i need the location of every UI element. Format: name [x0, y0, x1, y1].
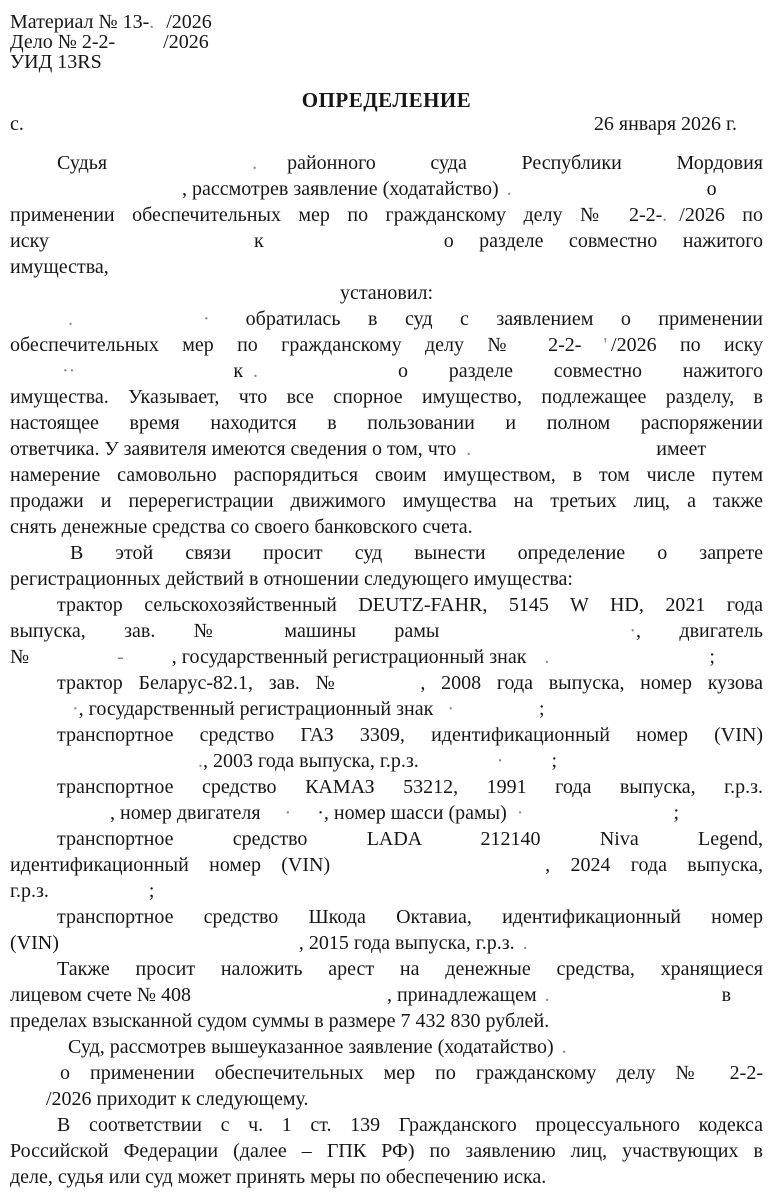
text-run: о разделе совместно нажитого: [443, 230, 763, 252]
redaction-gap: [471, 453, 656, 455]
body-line-26: [10, 800, 763, 826]
body-line-8: [10, 332, 763, 358]
text-run: деле, судья или суд может принять меры по обеспечению иска.: [10, 1166, 547, 1188]
body-line-33: [10, 982, 763, 1008]
body-line-32: [10, 956, 763, 982]
scan-artifact: .: [253, 360, 259, 382]
text-run: ;: [709, 646, 715, 668]
text-run: Также просит наложить арест на денежные средства, хранящиеся: [57, 958, 763, 980]
place-label: с.: [10, 113, 24, 135]
body-line-9: [10, 358, 763, 384]
redaction-gap: [258, 375, 398, 377]
text-run: установил:: [339, 282, 434, 304]
redaction-gap: [10, 921, 57, 923]
redaction-gap: [124, 661, 172, 663]
body-line-34: [10, 1008, 763, 1034]
text-run: (VIN): [10, 932, 59, 954]
body-line-17: [10, 566, 763, 592]
text-run: , 2008 года выпуска, номер кузова: [420, 672, 763, 694]
text-run: Материал № 13-: [10, 11, 150, 33]
redaction-gap: [507, 817, 517, 819]
body-line-10: [10, 384, 763, 410]
case-header-line-1: [10, 12, 763, 32]
redaction-gap: [515, 947, 523, 949]
redaction-gap: [10, 1051, 68, 1053]
body-line-12: [10, 436, 763, 462]
body-line-29: [10, 878, 763, 904]
redaction-gap: [10, 765, 198, 767]
redaction-gap: [419, 765, 497, 767]
redaction-gap: [10, 817, 110, 819]
text-run: /2026: [163, 31, 209, 53]
text-run: районного суда Республики Мордовия: [287, 152, 763, 174]
text-run: /2026: [166, 11, 212, 33]
scan-artifact: .: [252, 152, 258, 174]
body-line-22: [10, 696, 763, 722]
body-line-30: [10, 904, 763, 930]
body-line-7: [10, 306, 763, 332]
redaction-gap: [499, 193, 507, 195]
body-line-40: [10, 1164, 763, 1190]
text-run: Судья: [57, 152, 108, 174]
body-line-21: [10, 670, 763, 696]
text-run: выпуска, зав. № машины рамы: [10, 620, 440, 642]
body-line-23: [10, 722, 763, 748]
text-run: о: [706, 178, 717, 200]
redaction-gap: [10, 713, 72, 715]
redaction-gap: [291, 817, 317, 819]
text-run: ответчика. У заявителя имеются сведения о том, что: [10, 438, 457, 460]
text-run: лицевом счете № 408: [10, 984, 191, 1006]
redaction-gap: [537, 999, 545, 1001]
text-run: обратилась в суд с заявлением о применении: [245, 308, 763, 330]
text-run: снять денежные средства со своего банковского счета.: [10, 516, 473, 538]
redaction-gap: [454, 713, 539, 715]
redaction-gap: [10, 791, 57, 793]
body-line-2: [10, 176, 763, 202]
redaction-gap: [10, 323, 68, 325]
redaction-gap: [10, 843, 57, 845]
text-run: В этой связи просит суд вынести определение о запрете: [70, 542, 763, 564]
scan-artifact: ': [603, 334, 608, 356]
case-header-line-3: [10, 52, 763, 72]
body-line-31: [10, 930, 763, 956]
date-label: 26 января 2026 г.: [593, 113, 737, 135]
redaction-gap: [526, 661, 544, 663]
date-row: [0, 112, 773, 136]
text-run: ·, номер шасси (рамы): [317, 802, 507, 824]
text-run: ;: [539, 698, 545, 720]
text-run: ;: [673, 802, 679, 824]
redaction-gap: [210, 323, 246, 325]
redaction-gap: [115, 46, 163, 48]
body-line-1: [10, 150, 763, 176]
scan-artifact: .: [506, 178, 512, 200]
text-run: к: [254, 230, 264, 252]
scan-artifact: ·: [203, 308, 210, 330]
body-line-28: [10, 852, 763, 878]
body-line-19: [10, 618, 763, 644]
text-run: намерение самовольно распорядиться своим имуществом, в том числе путем: [10, 464, 763, 486]
text-run: , номер двигателя: [110, 802, 261, 824]
redaction-gap: [29, 661, 117, 663]
body-line-20: [10, 644, 763, 670]
text-run: , 2015 года выпуска, г.р.з.: [298, 932, 515, 954]
case-header-line-2: [10, 32, 763, 52]
redaction-gap: [330, 869, 545, 871]
redaction-gap: [554, 1051, 562, 1053]
text-run: о разделе совместно нажитого: [398, 360, 763, 382]
redaction-gap: [345, 687, 420, 689]
body-line-36: [10, 1060, 763, 1086]
redaction-gap: [191, 999, 387, 1001]
text-run: , принадлежащем: [386, 984, 537, 1006]
body-line-14: [10, 488, 763, 514]
scan-artifact: .: [198, 750, 203, 772]
text-run: , государственный регистрационный знак: [78, 698, 434, 720]
scan-artifact: ··: [62, 360, 76, 382]
redaction-gap: [10, 167, 57, 169]
body-line-6: [10, 280, 763, 306]
text-run: /2026 по иску: [611, 334, 763, 356]
scan-artifact: ·: [496, 750, 504, 772]
redaction-gap: [512, 193, 707, 195]
body-line-24: [10, 748, 763, 774]
text-run: ;: [551, 750, 558, 772]
body-line-11: [10, 410, 763, 436]
scan-artifact: .: [662, 204, 668, 226]
redaction-gap: [107, 167, 252, 169]
body-line-39: [10, 1138, 763, 1164]
scan-artifact: ·: [72, 698, 79, 720]
text-run: к: [233, 360, 244, 382]
redaction-gap: [456, 453, 466, 455]
text-run: регистрационных действий в отношении следующего имущества:: [10, 568, 573, 590]
redaction-gap: [261, 817, 285, 819]
redaction-gap: [10, 687, 57, 689]
redaction-gap: [10, 193, 182, 195]
text-run: УИД 13RS: [10, 51, 102, 73]
scan-artifact: .: [544, 646, 550, 668]
body-line-3: [10, 202, 763, 228]
text-run: трактор сельскохозяйственный DEUTZ-FAHR, 5145 W HD, 2021 года: [57, 594, 763, 616]
text-run: Суд, рассмотрев вышеуказанное заявление (ходатайство): [68, 1036, 554, 1058]
redaction-gap: [10, 1129, 57, 1131]
body-line-25: [10, 774, 763, 800]
body-line-16: [10, 540, 763, 566]
scan-artifact: .: [544, 984, 550, 1006]
scan-artifact: .: [149, 11, 155, 33]
text-run: обеспечительных мер по гражданскому делу № 2-2-: [10, 334, 582, 356]
redaction-gap: [667, 219, 679, 221]
redaction-gap: [10, 739, 57, 741]
text-run: , 2003 года выпуска, г.р.з.: [203, 750, 419, 772]
redaction-gap: [439, 635, 629, 637]
case-header: [0, 0, 773, 72]
text-run: Дело № 2-2-: [10, 31, 116, 53]
text-run: , двигатель: [636, 620, 763, 642]
text-run: трактор Беларус-82.1, зав. №: [57, 672, 346, 694]
text-run: , государственный регистрационный знак: [171, 646, 527, 668]
body-line-4: [10, 228, 763, 254]
text-run: продажи и перерегистрации движимого имущества на третьих лиц, а также: [10, 490, 763, 512]
text-run: имущества,: [10, 256, 109, 278]
text-run: , 2024 года выпуска,: [545, 854, 763, 876]
text-run: В соответствии с ч. 1 ст. 139 Гражданского процессуального кодекса: [57, 1114, 763, 1136]
redaction-gap: [154, 26, 166, 28]
redaction-gap: [550, 999, 722, 1001]
text-run: /2026 по: [679, 204, 763, 226]
text-run: иску: [10, 230, 50, 252]
redaction-gap: [75, 375, 233, 377]
scan-artifact: ·: [629, 620, 637, 642]
text-run: Российской Федерации (далее – ГПК РФ) по заявлению лиц, участвующих в: [10, 1140, 763, 1162]
body-line-27: [10, 826, 763, 852]
text-run: имеет: [656, 438, 707, 460]
scan-artifact: ·: [447, 698, 454, 720]
document-title: ОПРЕДЕЛЕНИЕ: [301, 88, 472, 112]
text-run: транспортное средство ГАЗ 3309, идентификационный номер (VIN): [57, 724, 763, 746]
text-run: №: [10, 646, 30, 668]
redaction-gap: [243, 375, 253, 377]
scan-artifact: ·: [516, 802, 524, 824]
body-line-13: [10, 462, 763, 488]
body-line-18: [10, 592, 763, 618]
scan-artifact: .: [561, 1036, 567, 1058]
redaction-gap: [49, 895, 149, 897]
redaction-gap: [10, 1077, 60, 1079]
redaction-gap: [59, 947, 299, 949]
redaction-gap: [10, 973, 57, 975]
scan-artifact: .: [68, 308, 73, 330]
scan-artifact: .: [522, 932, 528, 954]
text-run: транспортное средство КАМАЗ 53212, 1991 года выпуска, г.р.з.: [57, 776, 763, 798]
redaction-gap: [433, 713, 447, 715]
body-line-37: [10, 1086, 763, 1112]
text-run: /2026 приходит к следующему.: [46, 1088, 309, 1110]
body-line-5: [10, 254, 763, 280]
text-run: настоящее время находится в пользовании и полном распоряжении: [10, 412, 763, 434]
redaction-gap: [264, 245, 444, 247]
redaction-gap: [49, 245, 254, 247]
redaction-gap: [523, 817, 673, 819]
body-line-35: [10, 1034, 763, 1060]
text-run: , рассмотрев заявление (ходатайство): [182, 178, 499, 200]
text-run: идентификационный номер (VIN): [10, 854, 331, 876]
redaction-gap: [10, 375, 62, 377]
scan-artifact: .: [466, 438, 472, 460]
redaction-gap: [581, 349, 603, 351]
redaction-gap: [549, 661, 709, 663]
redaction-gap: [10, 1103, 46, 1105]
body-line-38: [10, 1112, 763, 1138]
text-run: в: [721, 984, 732, 1006]
redaction-gap: [73, 323, 203, 325]
text-run: имущества. Указывает, что все спорное имущество, подлежащее разделу, в: [10, 386, 763, 408]
text-run: пределах взысканной судом суммы в размере 7 432 830 рублей.: [10, 1010, 550, 1032]
text-run: применении обеспечительных мер по гражданскому делу № 2-2-: [10, 204, 663, 226]
text-run: транспортное средство LADA 212140 Niva Legend,: [57, 828, 763, 850]
redaction-gap: [257, 167, 287, 169]
redaction-gap: [503, 765, 551, 767]
text-run: г.р.з.: [10, 880, 49, 902]
body-line-15: [10, 514, 763, 540]
text-run: транспортное средство Шкода Октавиа, идентификационный номер: [57, 906, 763, 928]
scan-artifact: ·: [284, 802, 292, 824]
redaction-gap: [10, 557, 70, 559]
redaction-gap: [10, 609, 57, 611]
text-run: ;: [148, 880, 155, 902]
scan-artifact: -: [117, 646, 124, 668]
text-run: о применении обеспечительных мер по гражданскому делу № 2-2-: [60, 1062, 763, 1084]
document-body: [0, 150, 773, 1190]
